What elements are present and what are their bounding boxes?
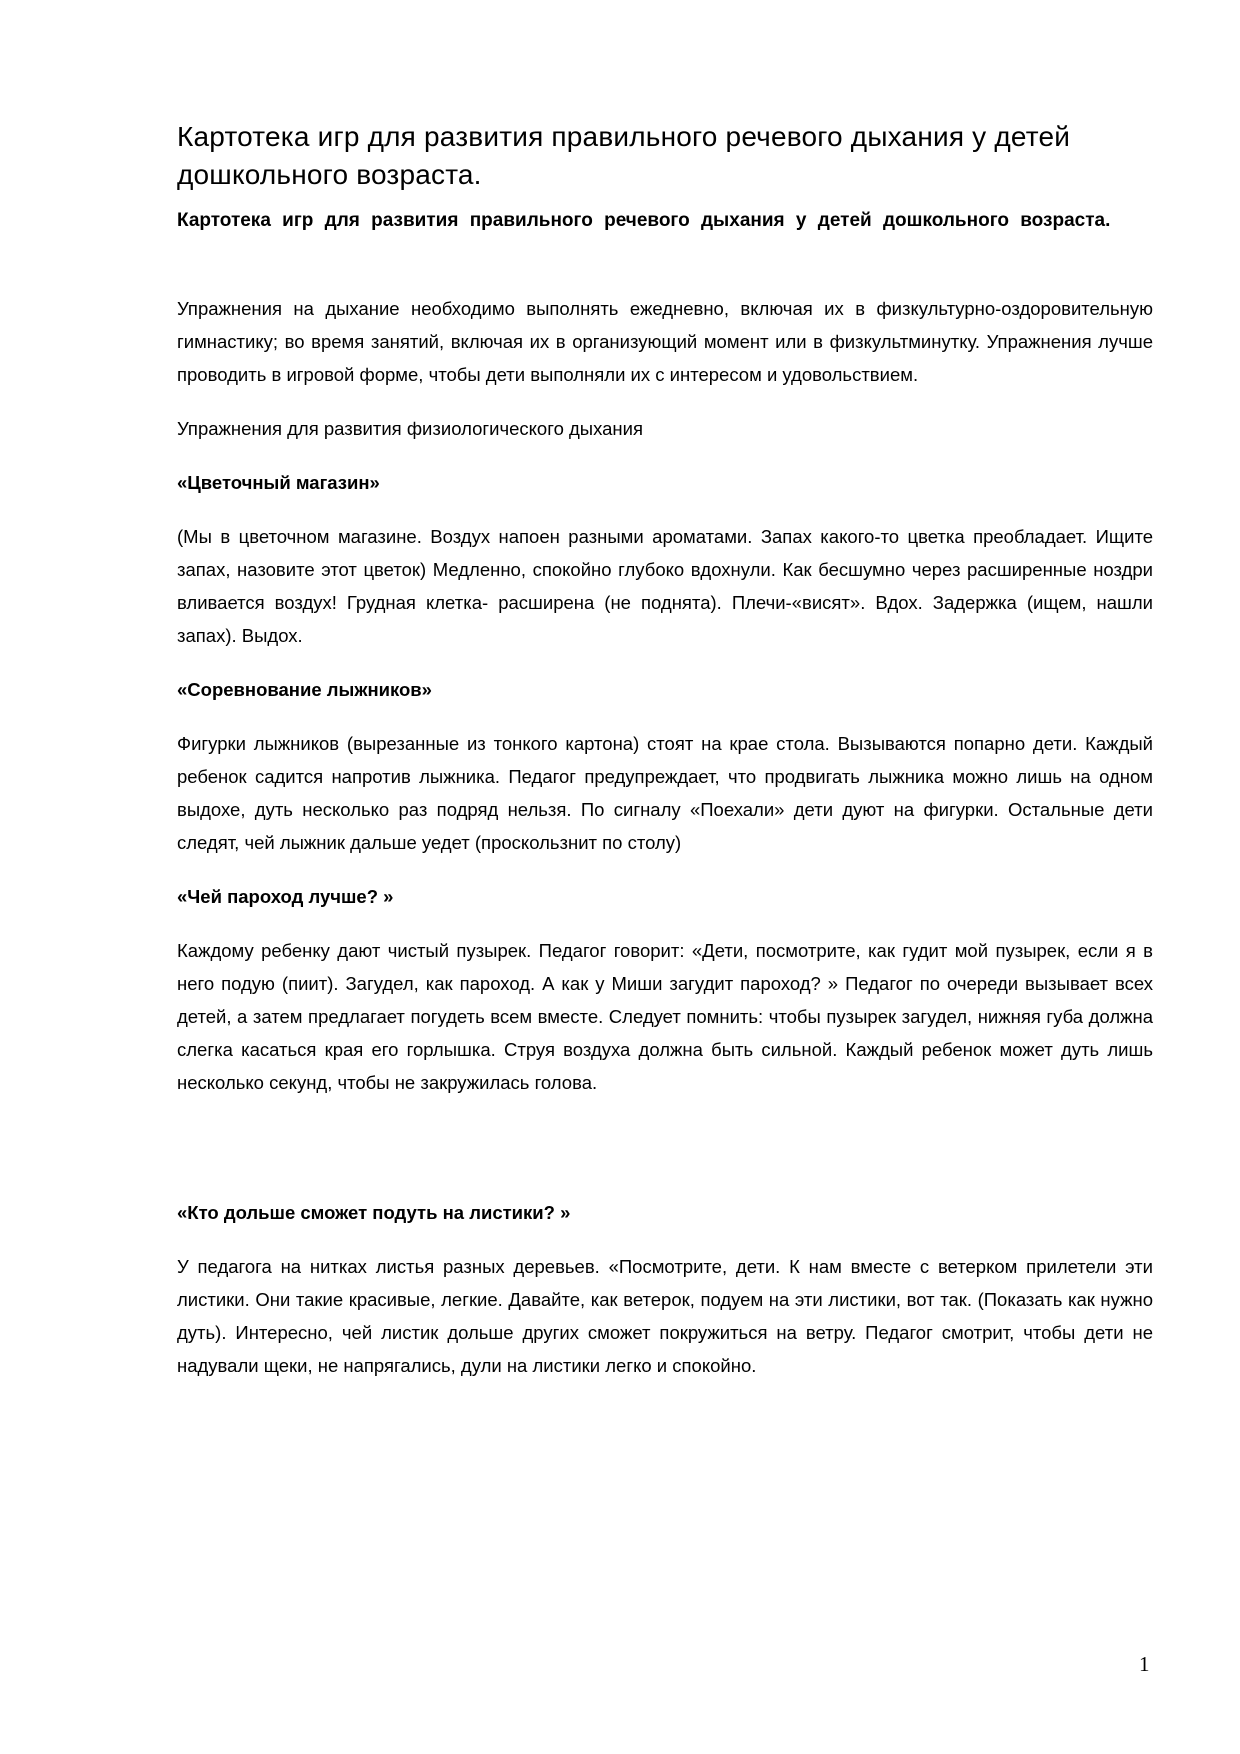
page-number: 1 <box>1139 1652 1150 1676</box>
section-label: Упражнения для развития физиологического дыхания <box>177 418 643 439</box>
game-title: «Чей пароход лучше? » <box>177 886 394 907</box>
game-description: Фигурки лыжников (вырезанные из тонкого картона) стоят на крае стола. Вызываются попарно дети. Каждый ребенок садится напротив лыжника. Педагог предупреждает, что продвигать лыжника можно лишь на одном выдохе, дуть несколько раз подряд нельзя. По сигналу «Поехали» дети дуют на фигурки. Остальные дети следят, чей лыжник дальше уедет (проскользнит по столу) <box>177 733 1153 853</box>
document-title: Картотека игр для развития правильного речевого дыхания у детей дошкольного возраста. <box>177 121 1071 190</box>
game-title: «Соревнование лыжников» <box>177 679 432 700</box>
document-subtitle: Картотека игр для развития правильного речевого дыхания у детей дошкольного возраста. <box>177 210 1111 231</box>
game-description: У педагога на нитках листья разных деревьев. «Посмотрите, дети. К нам вместе с ветерком прилетели эти листики. Они такие красивые, легкие. Давайте, как ветерок, подуем на эти листики, вот так. (Показать как нужно дуть). Интересно, чей листик дольше других сможет покружиться на ветру. Педагог смотрит, чтобы дети не надували щеки, не напрягались, дули на листики легко и спокойно. <box>177 1256 1153 1376</box>
blank-line <box>177 238 1153 292</box>
document-page <box>177 118 1153 1403</box>
game-description: (Мы в цветочном магазине. Воздух напоен разными ароматами. Запах какого-то цветка преобладает. Ищите запах, назовите этот цветок) Медленно, спокойно глубоко вдохнули. Как бесшумно через расширенные ноздри вливается воздух! Грудная клетка- расширена (не поднята). Плечи-«висят». Вдох. Задержка (ищем, нашли запах). Выдох. <box>177 526 1153 646</box>
game-title: «Кто дольше сможет подуть на листики? » <box>177 1202 571 1223</box>
game-title: «Цветочный магазин» <box>177 472 380 493</box>
blank-line <box>177 1120 1153 1196</box>
intro-paragraph: Упражнения на дыхание необходимо выполнять ежедневно, включая их в физкультурно-оздоровительную гимнастику; во время занятий, включая их в организующий момент или в физкультминутку. Упражнения лучше проводить в игровой форме, чтобы дети выполняли их с интересом и удовольствием. <box>177 298 1153 385</box>
game-description: Каждому ребенку дают чистый пузырек. Педагог говорит: «Дети, посмотрите, как гудит мой пузырек, если я в него подую (пиит). Загудел, как пароход. А как у Миши загудит пароход? » Педагог по очереди вызывает всех детей, а затем предлагает погудеть всем вместе. Следует помнить: чтобы пузырек загудел, нижняя губа должна слегка касаться края его горлышка. Струя воздуха должна быть сильной. Каждый ребенок может дуть лишь несколько секунд, чтобы не закружилась голова. <box>177 940 1153 1093</box>
